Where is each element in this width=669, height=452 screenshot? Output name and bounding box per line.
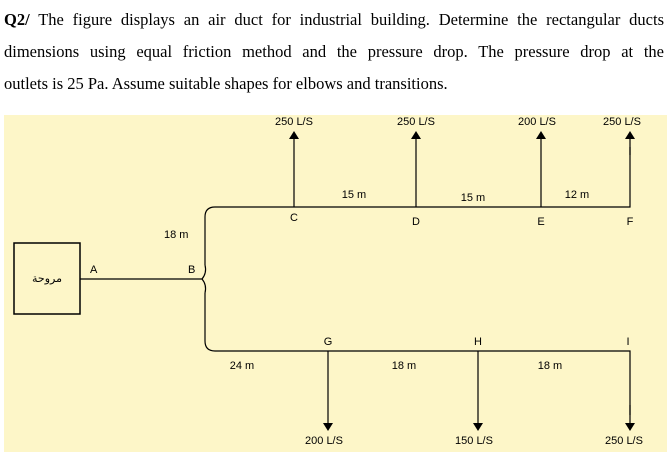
duct-upper-branch xyxy=(205,147,630,265)
node-label-d: D xyxy=(412,216,420,228)
length-label-ef: 12 m xyxy=(564,189,590,201)
duct-lower-branch xyxy=(205,293,630,415)
flow-label-d: 250 L/S xyxy=(397,116,435,128)
node-label-c: C xyxy=(290,212,298,224)
length-label-bg: 24 m xyxy=(229,360,255,372)
node-label-b: B xyxy=(188,264,196,276)
question-line-2: dimensions using equal friction method and the pressure drop. The pressure drop at the xyxy=(4,42,664,61)
node-label-f: F xyxy=(626,216,634,228)
splitter-upper xyxy=(202,265,206,279)
duct-diagram xyxy=(4,115,667,452)
flow-label-c: 250 L/S xyxy=(275,116,313,128)
splitter-lower xyxy=(202,279,206,293)
question-line-3: outlets is 25 Pa. Assume suitable shapes for elbows and transitions. xyxy=(4,74,448,93)
node-label-a: A xyxy=(90,264,98,276)
fan-label: مروحة xyxy=(32,273,62,285)
question-text xyxy=(4,4,664,100)
question-number: Q2/ xyxy=(4,10,30,29)
length-label-gh: 18 m xyxy=(391,360,417,372)
flow-label-f: 250 L/S xyxy=(603,116,641,128)
duct-diagram-svg xyxy=(4,115,667,452)
flow-label-i: 250 L/S xyxy=(605,435,643,447)
question-line-1-text: The figure displays an air duct for industrial building. Determine the rectangular ducts xyxy=(38,10,664,29)
flow-label-g: 200 L/S xyxy=(305,435,343,447)
node-label-e: E xyxy=(537,216,545,228)
length-label-de: 15 m xyxy=(460,192,486,204)
length-label-cd: 15 m xyxy=(341,189,367,201)
flow-label-h: 150 L/S xyxy=(455,435,493,447)
length-label-riser: 18 m xyxy=(164,229,189,241)
node-label-g: G xyxy=(323,336,333,348)
node-label-i: I xyxy=(626,336,630,348)
flow-label-e: 200 L/S xyxy=(518,116,556,128)
question-line-1 xyxy=(4,4,664,36)
length-label-hi: 18 m xyxy=(537,360,563,372)
node-label-h: H xyxy=(474,336,482,348)
